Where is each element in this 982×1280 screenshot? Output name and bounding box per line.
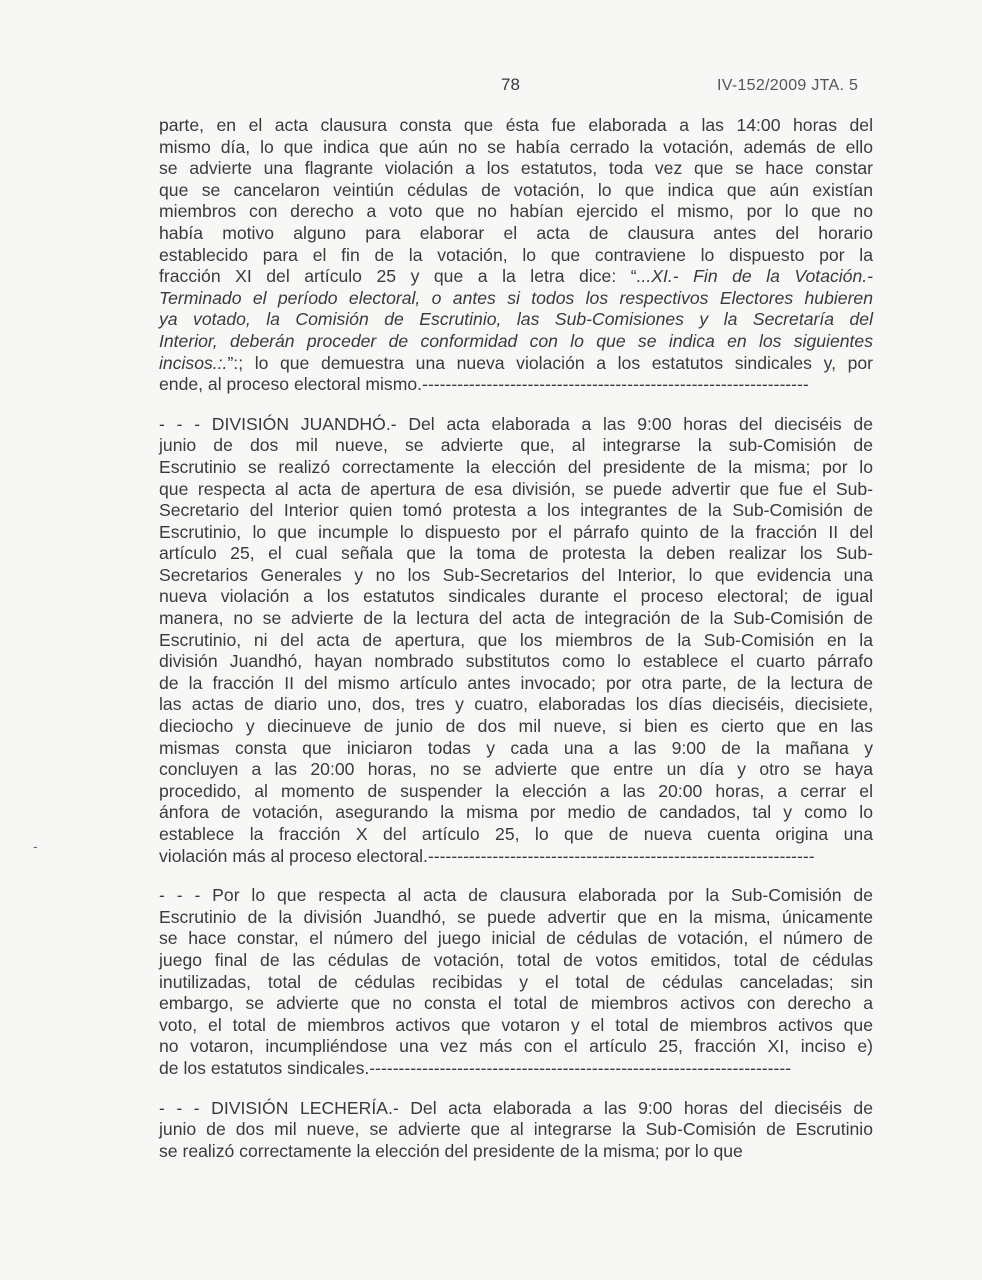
text-segment: establece la fracción X del artículo 25, lo que de nueva cuenta origina una	[159, 824, 873, 844]
text-segment: junio de dos mil nueve, se advierte que, al integrarse la sub-Comisión de	[159, 435, 873, 456]
text-line	[159, 374, 873, 396]
text-line	[159, 201, 873, 223]
document-body	[159, 115, 873, 1180]
text-segment: junio de dos mil nueve, se advierte que al integrarse la Sub-Comisión de Escrutinio	[159, 1119, 873, 1140]
text-segment: Secretario del Interior quien tomó protesta a los integrantes de la Sub-Comisión de	[159, 500, 873, 521]
text-line	[159, 158, 873, 180]
text-segment: ende, al proceso electoral mismo.------------------------------------------------------------------	[159, 374, 809, 395]
text-line	[159, 885, 873, 907]
italic-quote-segment: ya votado, la Comisión de Escrutinio, las Sub-Comisiones y la Secretaría del	[159, 309, 873, 330]
text-line	[159, 846, 873, 868]
text-segment: ”:; lo que demuestra una nueva violación a los estatutos sindicales y, por	[227, 352, 873, 373]
text-line	[159, 223, 873, 245]
text-line	[159, 781, 873, 803]
text-segment: de los estatutos sindicales.------------------------------------------------------------------------	[159, 1057, 792, 1078]
text-line	[159, 309, 873, 331]
text-line	[159, 245, 873, 267]
text-line	[159, 500, 873, 522]
italic-quote-segment: ...XI.- Fin de la Votación.-	[636, 266, 873, 287]
case-number: IV-152/2009 JTA. 5	[717, 77, 859, 94]
text-segment: parte, en el acta clausura consta que ésta fue elaborada a las 14:00 horas del	[159, 115, 873, 135]
text-segment: procedido, al momento de suspender la elección a las 20:00 horas, a cerrar el	[159, 780, 873, 801]
text-line	[159, 608, 873, 630]
text-line	[159, 802, 873, 824]
text-line	[159, 694, 873, 716]
text-line	[159, 738, 873, 760]
text-line	[159, 565, 873, 587]
text-segment: ánfora de votación, asegurando la misma por medio de candados, tal y como lo	[159, 802, 873, 823]
text-segment: no votaron, incumpliéndose una vez más con el artículo 25, fracción XI, inciso e)	[159, 1036, 873, 1057]
text-segment: se advierte una flagrante violación a los estatutos, toda vez que se hace constar	[159, 158, 873, 179]
text-line	[159, 586, 873, 608]
text-line	[159, 522, 873, 544]
italic-quote-segment: incisos.:.	[159, 352, 228, 373]
text-segment: miembros con derecho a voto que no habían ejercido el mismo, por lo que no	[159, 201, 873, 222]
margin-mark: -	[33, 838, 38, 854]
text-segment: que se cancelaron veintiún cédulas de votación, lo que indica que aún existían	[159, 179, 873, 200]
text-segment: Escrutinio de la división Juandhó, se puede advertir que en la misma, únicamente	[159, 906, 873, 927]
text-segment: había motivo alguno para elaborar el acta de clausura antes del horario	[159, 222, 873, 243]
text-segment: - - - Por lo que respecta al acta de clausura elaborada por la Sub-Comisión de	[159, 885, 873, 906]
text-segment: artículo 25, el cual señala que la toma de protesta la deben realizar los Sub-	[159, 543, 873, 564]
text-segment: concluyen a las 20:00 horas, no se advierte que entre un día y otro se haya	[159, 759, 873, 780]
paragraph	[159, 414, 873, 867]
text-line	[159, 907, 873, 929]
text-segment: - - - DIVISIÓN JUANDHÓ.- Del acta elaborada a las 9:00 horas del dieciséis de	[159, 413, 873, 434]
text-segment: Escrutinio se realizó correctamente la elección del presidente de la misma; por lo	[159, 456, 873, 477]
paragraph	[159, 115, 873, 396]
text-segment: nueva violación a los estatutos sindicales durante el proceso electoral; de igual	[159, 586, 873, 607]
text-segment: las actas de diario uno, dos, tres y cuatro, elaboradas los días dieciséis, diecisiete,	[159, 694, 873, 715]
text-line	[159, 651, 873, 673]
text-line	[159, 288, 873, 310]
text-line	[159, 630, 873, 652]
text-segment: juego final de las cédulas de votación, total de votos emitidos, total de cédulas	[159, 949, 873, 970]
text-line	[159, 457, 873, 479]
text-line	[159, 414, 873, 436]
text-line	[159, 716, 873, 738]
text-line	[159, 331, 873, 353]
text-line	[159, 479, 873, 501]
text-line	[159, 543, 873, 565]
text-segment: mismo día, lo que indica que aún no se había cerrado la votación, además de ello	[159, 136, 873, 157]
paragraph	[159, 885, 873, 1079]
text-line	[159, 928, 873, 950]
text-line	[159, 673, 873, 695]
text-line	[159, 115, 873, 137]
text-segment: mismas consta que iniciaron todas y cada una a las 9:00 de la mañana y	[159, 737, 873, 758]
text-segment: división Juandhó, hayan nombrado substitutos como lo establece el cuarto párrafo	[159, 651, 873, 672]
text-line	[159, 266, 873, 288]
text-segment: inutilizadas, total de cédulas recibidas y el total de cédulas canceladas; sin	[159, 971, 873, 992]
text-segment: violación más al proceso electoral.------------------------------------------------------------------	[159, 845, 815, 866]
text-segment: manera, no se advierte de la lectura del acta de integración de la Sub-Comisión de	[159, 608, 873, 629]
text-segment: establecido para el fin de la votación, lo que contraviene lo dispuesto por la	[159, 244, 873, 265]
page-number: 78	[501, 75, 520, 94]
text-line	[159, 1058, 873, 1080]
text-line	[159, 353, 873, 375]
text-segment: dieciocho y diecinueve de junio de dos mil nueve, si bien es cierto que en las	[159, 716, 873, 737]
text-line	[159, 824, 873, 846]
paragraph	[159, 1098, 873, 1163]
text-segment: embargo, se advierte que no consta el total de miembros activos con derecho a	[159, 993, 873, 1014]
text-segment: Escrutinio, ni del acta de apertura, que los miembros de la Sub-Comisión en la	[159, 629, 873, 650]
italic-quote-segment: Interior, deberán proceder de conformidad con lo que se indica en los siguientes	[159, 330, 873, 351]
text-segment: de la fracción II del mismo artículo antes invocado; por otra parte, de la lectura de	[159, 672, 873, 693]
italic-quote-segment: Terminado el período electoral, o antes si todos los respectivos Electores hubieren	[159, 287, 873, 308]
text-segment: Secretarios Generales y no los Sub-Secretarios del Interior, lo que evidencia una	[159, 564, 873, 585]
text-line	[159, 972, 873, 994]
text-line	[159, 1119, 873, 1141]
text-line	[159, 180, 873, 202]
text-line	[159, 137, 873, 159]
text-line	[159, 1141, 873, 1163]
text-segment: fracción XI del artículo 25 y que a la letra dice: “	[159, 266, 637, 287]
text-line	[159, 1098, 873, 1120]
text-line	[159, 950, 873, 972]
text-segment: que respecta al acta de apertura de esa división, se puede advertir que fue el Sub-	[159, 478, 873, 499]
text-line	[159, 759, 873, 781]
text-segment: Escrutinio, lo que incumple lo dispuesto por el párrafo quinto de la fracción II del	[159, 521, 873, 542]
text-segment: se hace constar, el número del juego inicial de cédulas de votación, el número de	[159, 928, 873, 949]
text-line	[159, 1015, 873, 1037]
text-line	[159, 993, 873, 1015]
text-segment: se realizó correctamente la elección del presidente de la misma; por lo que	[159, 1140, 743, 1161]
text-line	[159, 435, 873, 457]
text-segment: - - - DIVISIÓN LECHERÍA.- Del acta elaborada a las 9:00 horas del dieciséis de	[159, 1097, 873, 1118]
text-segment: voto, el total de miembros activos que votaron y el total de miembros activos que	[159, 1014, 873, 1035]
text-line	[159, 1036, 873, 1058]
